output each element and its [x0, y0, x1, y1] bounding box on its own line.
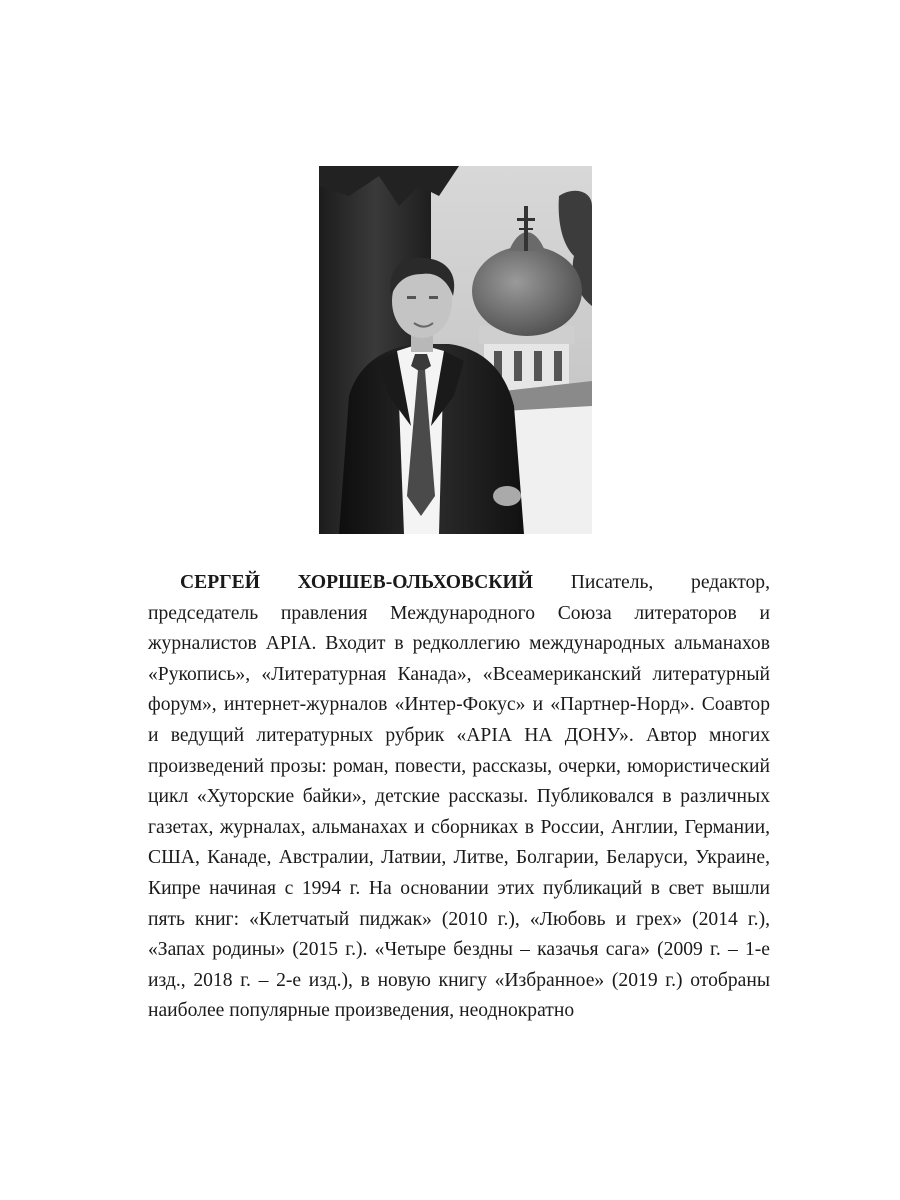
- author-biography: [148, 568, 770, 1027]
- biography-text: Писатель, редактор, председатель правления Международного Союза литераторов и журналистов АРІА. Входит в редколлегию международных альманахов «Рукопись», «Литературная Канада», «Всеамериканский литературный форум», интернет-журналов «Интер-Фокус» и «Партнер-Норд». Соавтор и ведущий литературных рубрик «АРІА НА ДОНУ». Автор многих произведений прозы: роман, повести, рассказы, очерки, юмористический цикл «Хуторские байки», детские рассказы. Публиковался в различных газетах, журналах, альманахах и сборниках в России, Англии, Германии, США, Канаде, Австралии, Латвии, Литве, Болгарии, Беларуси, Украине, Кипре начиная с 1994 г. На основании этих публикаций в свет вышли пять книг: «Клетчатый пиджак» (2010 г.), «Любовь и грех» (2014 г.), «Запах родины» (2015 г.). «Четыре бездны – казачья сага» (2009 г. – 1-е изд., 2018 г. – 2-е изд.), в новую книгу «Избранное» (2019 г.) отобраны наиболее популярные произведения, неоднократно: [148, 572, 770, 1022]
- author-name: СЕРГЕЙ ХОРШЕВ-ОЛЬХОВСКИЙ: [180, 572, 533, 593]
- portrait-illustration: [319, 166, 592, 534]
- author-portrait-photo: [319, 166, 592, 534]
